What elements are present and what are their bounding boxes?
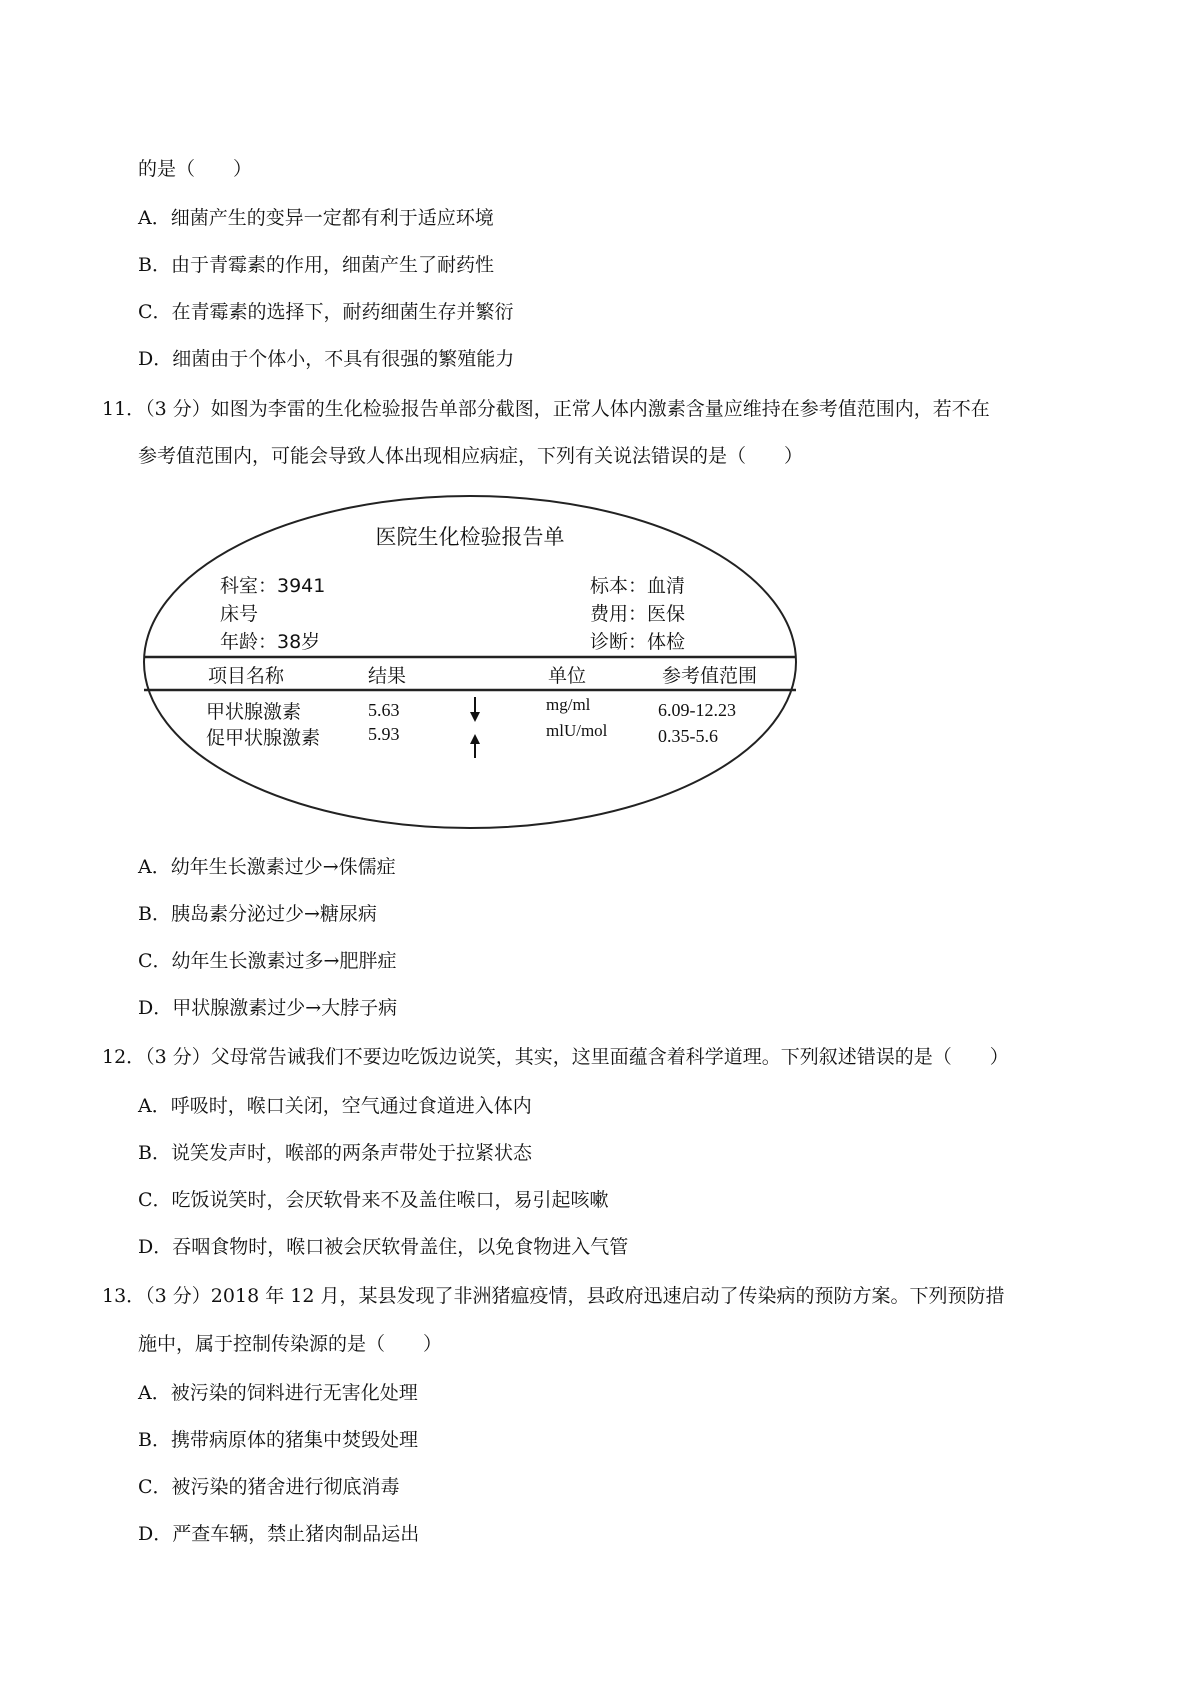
q10-option-b: B．由于青霉素的作用，细菌产生了耐药性 bbox=[138, 254, 494, 276]
report-title: 医院生化检验报告单 bbox=[375, 525, 565, 549]
row2-range: 0.35-5.6 bbox=[658, 726, 718, 746]
lab-report-svg bbox=[140, 492, 800, 832]
q11-option-a: A．幼年生长激素过少→侏儒症 bbox=[138, 856, 396, 878]
q11-stem-line2: 参考值范围内，可能会导致人体出现相应病症，下列有关说法错误的是（ ） bbox=[138, 445, 804, 467]
report-sample: 标本：血清 bbox=[590, 575, 686, 597]
q10-option-a: A．细菌产生的变异一定都有利于适应环境 bbox=[138, 207, 494, 229]
q11-option-c: C．幼年生长激素过多→肥胖症 bbox=[138, 950, 397, 972]
q11-option-d: D．甲状腺激素过少→大脖子病 bbox=[138, 997, 398, 1019]
q13-stem-line1: 13．（3 分）2018 年 12 月，某县发现了非洲猪瘟疫情，县政府迅速启动了传染病的预防方案。下列预防措 bbox=[102, 1285, 1005, 1307]
up-arrow-icon bbox=[470, 734, 480, 758]
down-arrow-icon bbox=[470, 697, 480, 722]
header-item-name: 项目名称 bbox=[208, 665, 285, 687]
report-dept: 科室：3941 bbox=[220, 575, 326, 597]
q10-stem-tail: 的是（ ） bbox=[138, 158, 253, 180]
row2-unit: mlU/mol bbox=[546, 721, 608, 740]
header-unit: 单位 bbox=[548, 665, 587, 687]
header-reference-range: 参考值范围 bbox=[662, 665, 758, 687]
q10-option-d: D．细菌由于个体小，不具有很强的繁殖能力 bbox=[138, 348, 515, 370]
q12-option-a: A．呼吸时，喉口关闭，空气通过食道进入体内 bbox=[138, 1095, 532, 1117]
q10-option-c: C．在青霉素的选择下，耐药细菌生存并繁衍 bbox=[138, 301, 514, 323]
lab-report-figure bbox=[140, 492, 800, 832]
q13-stem-line2: 施中，属于控制传染源的是（ ） bbox=[138, 1333, 443, 1355]
row2-name: 促甲状腺激素 bbox=[206, 727, 321, 749]
row1-unit: mg/ml bbox=[546, 695, 591, 714]
row1-range: 6.09-12.23 bbox=[658, 700, 736, 720]
q12-option-b: B．说笑发声时，喉部的两条声带处于拉紧状态 bbox=[138, 1142, 532, 1164]
q12-stem: 12．（3 分）父母常告诫我们不要边吃饭边说笑，其实，这里面蕴含着科学道理。下列叙述错误的是（ ） bbox=[102, 1046, 1009, 1068]
q12-option-d: D．吞咽食物时，喉口被会厌软骨盖住，以免食物进入气管 bbox=[138, 1236, 629, 1258]
row1-name: 甲状腺激素 bbox=[206, 701, 302, 723]
row2-result: 5.93 bbox=[368, 724, 400, 744]
header-result: 结果 bbox=[368, 665, 407, 687]
report-fee: 费用：医保 bbox=[590, 603, 686, 625]
q13-option-b: B．携带病原体的猪集中焚毁处理 bbox=[138, 1429, 418, 1451]
report-bed: 床号 bbox=[220, 603, 259, 625]
q11-stem-line1: 11．（3 分）如图为李雷的生化检验报告单部分截图，正常人体内激素含量应维持在参考值范围内，若不在 bbox=[102, 398, 990, 420]
q13-option-a: A．被污染的饲料进行无害化处理 bbox=[138, 1382, 418, 1404]
q13-option-d: D．严查车辆，禁止猪肉制品运出 bbox=[138, 1523, 420, 1545]
q12-option-c: C．吃饭说笑时，会厌软骨来不及盖住喉口，易引起咳嗽 bbox=[138, 1189, 609, 1211]
q13-option-c: C．被污染的猪舍进行彻底消毒 bbox=[138, 1476, 400, 1498]
row1-result: 5.63 bbox=[368, 700, 400, 720]
report-diagnosis: 诊断：体检 bbox=[590, 631, 686, 653]
report-age: 年龄：38岁 bbox=[220, 631, 321, 653]
q11-option-b: B．胰岛素分泌过少→糖尿病 bbox=[138, 903, 377, 925]
